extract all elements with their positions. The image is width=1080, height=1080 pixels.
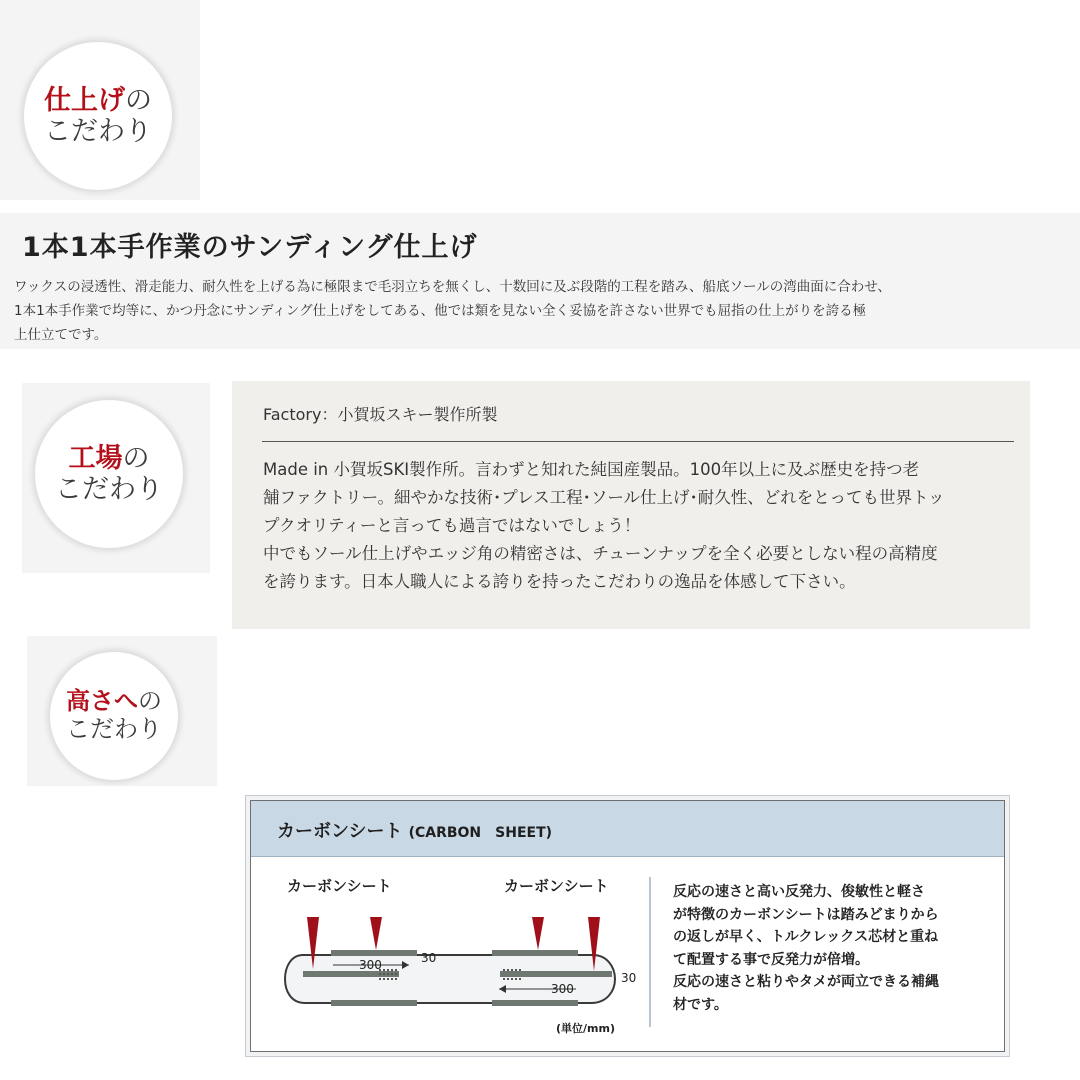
finish-badge bbox=[24, 42, 172, 190]
carbon-strip-top-left bbox=[331, 950, 417, 956]
factory-line: プクオリティーと言っても過言ではないでしょう！ bbox=[263, 516, 641, 535]
carbon-strip-bottom-right bbox=[492, 1000, 578, 1006]
carbon-desc-line: 反応の速さと粘りやタメが両立できる補縄 bbox=[673, 974, 939, 990]
dim-width-left: 30 bbox=[421, 951, 437, 965]
sanding-title: 1本1本手作業のサンディング仕上げ bbox=[22, 232, 478, 263]
height-badge-line1 bbox=[66, 688, 162, 716]
carbon-label-left: カーボンシート bbox=[287, 877, 392, 895]
sanding-line: 上仕立てです。 bbox=[14, 327, 108, 343]
carbon-title-sub: (CARBON SHEET) bbox=[408, 825, 553, 841]
factory-badge bbox=[35, 400, 183, 548]
carbon-title-bar bbox=[251, 801, 1004, 857]
unit-label: (単位/mm) bbox=[556, 1022, 615, 1035]
factory-badge-accent: 工場 bbox=[68, 442, 123, 474]
height-badge-accent: 高さへ bbox=[66, 687, 138, 716]
factory-badge-line2: こだわり bbox=[55, 474, 163, 505]
dim-length-left: 300 bbox=[359, 958, 382, 972]
factory-line: 舗ファクトリー。細やかな技術･プレス工程･ソール仕上げ･耐久性、どれをとっても世界トッ bbox=[263, 488, 945, 507]
factory-section bbox=[232, 381, 1030, 629]
height-badge-line2: こだわり bbox=[66, 715, 162, 743]
carbon-divider bbox=[649, 877, 651, 1027]
factory-line: 中でもソール仕上げやエッジ角の精密さは、チューンナップを全く必要としない程の高精度 bbox=[263, 544, 938, 563]
carbon-strip-mid-right bbox=[500, 971, 612, 977]
carbon-strip-bottom-left bbox=[331, 1000, 417, 1006]
finish-badge-line1 bbox=[44, 85, 152, 116]
carbon-sheet-diagram bbox=[251, 857, 651, 1053]
finish-badge-suffix: の bbox=[125, 84, 152, 116]
carbon-title-main: カーボンシート bbox=[277, 821, 403, 842]
height-badge-suffix: の bbox=[138, 687, 162, 716]
carbon-sheet-panel bbox=[245, 795, 1010, 1057]
factory-heading: Factory：小賀坂スキー製作所製 bbox=[263, 405, 498, 424]
factory-badge-suffix: の bbox=[122, 442, 150, 474]
factory-badge-line1 bbox=[69, 443, 150, 474]
carbon-desc-line: の返しが早く、トルクレックス芯材と重ね bbox=[673, 929, 939, 945]
carbon-desc-line: 反応の速さと高い反発力、俊敏性と軽さ bbox=[673, 884, 925, 900]
carbon-sheet-inner bbox=[250, 800, 1005, 1052]
factory-line: Made in 小賀坂SKI製作所。言わずと知れた純国産製品。100年以上に及ぶ歴史を持つ老 bbox=[263, 460, 920, 479]
carbon-description bbox=[673, 881, 993, 1016]
carbon-label-right: カーボンシート bbox=[504, 877, 609, 895]
carbon-desc-line: て配置する事で反発力が倍増。 bbox=[673, 951, 869, 968]
height-badge bbox=[50, 652, 178, 780]
dim-length-right: 300 bbox=[551, 982, 574, 996]
sanding-section bbox=[0, 213, 1080, 349]
sanding-line: ワックスの浸透性、滑走能力、耐久性を上げる為に極限まで毛羽立ちを無くし、十数回に及ぶ段階的工程を踏み、船底ソールの湾曲面に合わせ、 bbox=[14, 279, 891, 295]
carbon-desc-line: 材です。 bbox=[673, 996, 728, 1013]
factory-description bbox=[263, 456, 1015, 596]
sanding-line: 1本1本手作業で均等に、かつ丹念にサンディング仕上げをしてある、他では類を見ない全く妥協を許さない世界でも屈指の仕上がりを誇る極 bbox=[14, 303, 867, 319]
marker-left-2-icon bbox=[370, 917, 382, 950]
carbon-desc-line: が特徴のカーボンシートは踏みどまりから bbox=[673, 906, 939, 923]
factory-line: を誇ります。日本人職人による誇りを持ったこだわりの逸品を体感して下さい。 bbox=[263, 572, 856, 591]
factory-divider bbox=[262, 441, 1014, 442]
marker-right-1-icon bbox=[532, 917, 544, 950]
carbon-strip-top-right bbox=[492, 950, 578, 956]
dim-width-right: 30 bbox=[621, 971, 637, 985]
carbon-title bbox=[277, 817, 552, 843]
finish-badge-accent: 仕上げ bbox=[44, 84, 125, 116]
sanding-description bbox=[14, 275, 1074, 347]
finish-badge-line2: こだわり bbox=[44, 116, 152, 147]
